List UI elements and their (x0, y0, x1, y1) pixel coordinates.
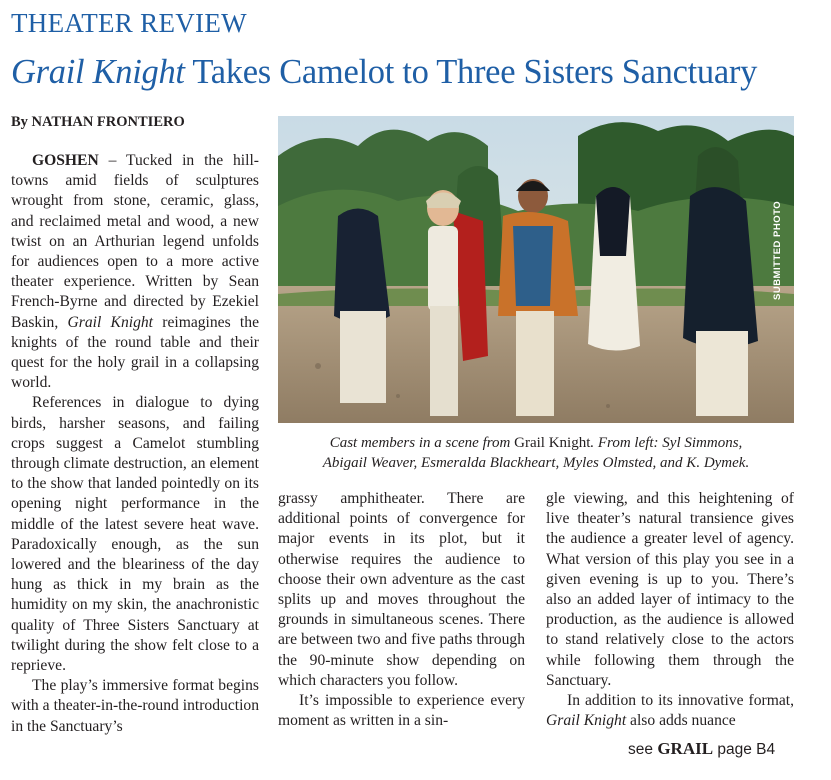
article-column-1 (11, 151, 259, 737)
jump-see: see (628, 741, 658, 758)
dateline: GOSHEN (32, 152, 99, 169)
caption-line-1-rest: . From left: Syl Simmons, (590, 435, 743, 451)
jump-line[interactable] (628, 739, 775, 760)
jump-page: page B4 (713, 741, 776, 758)
paragraph-1 (11, 151, 259, 393)
paragraph-5-end: also adds nuance (626, 712, 736, 730)
jump-word: GRAIL (657, 739, 714, 758)
headline-rest: Takes Camelot to Three Sisters Sanctuary (184, 53, 758, 91)
paragraph-2: References in dialogue to dying birds, harsher seasons, and failing crops suggest a Camelot stumbling through climate destruction, an element to the show that landed pointedly on its opening night performance in the middle of the latest severe heat wave. Paradoxically enough, as the sun lowered and the bleariness of the day hung as thick in my brain as the humidity on my skin, the anachronistic quality of Three Sisters Sanctuary at twilight during the show felt close to a reprieve. (11, 394, 259, 675)
cast-photo (278, 116, 794, 423)
paragraph-5 (546, 691, 794, 731)
paragraph-3-continued: grassy amphitheater. There are additional points of convergence for major events in its plot, but it otherwise requires the audience to choose their own adventure as the cast splits up and moves throughout the grounds in simultaneous scenes. There are between two and five paths through the 90-minute show depending on which characters you follow. (278, 490, 525, 689)
paragraph-5-pre: In addition to its innovative format, (567, 692, 794, 710)
paragraph-4-start: It’s impossible to experience every moment as written in a sin- (278, 692, 525, 730)
show-title-italic: Grail Knight (67, 313, 153, 331)
photo-credit: SUBMITTED PHOTO (772, 200, 783, 300)
headline-title-italic: Grail Knight (11, 53, 185, 91)
headline (11, 50, 757, 94)
article-column-2 (278, 489, 525, 731)
caption-pre: Cast members in a scene from (329, 435, 515, 451)
byline: By NATHAN FRONTIERO (11, 114, 185, 130)
paragraph-4-continued: gle viewing, and this heightening of live theater’s natural transience gives the audience a greater level of agency. What version of this play you see in a given evening is up to you. There’s also an added layer of intimacy to the production, as the audience is allowed to stand relatively close to the actors while following them through the Sanctuary. (546, 490, 794, 689)
paragraph-1-end: reimagines the knights of the round table and their quest for the holy grail in a collapsing world. (11, 313, 259, 392)
caption-line-2: Abigail Weaver, Esmeralda Blackheart, Myles Olmsted, and K. Dymek. (322, 455, 750, 471)
paragraph-5-title: Grail Knight (546, 712, 627, 730)
section-label: THEATER REVIEW (11, 8, 247, 38)
paragraph-3-start: The play’s immersive format begins with a theater-in-the-round introduction in the Sanctuary’s (11, 677, 259, 735)
caption-show-title: Grail Knight (514, 435, 591, 451)
photo-caption (280, 433, 792, 473)
cast-photo-illustration (278, 116, 794, 423)
paragraph-1-text: – Tucked in the hill-towns amid fields of sculptures wrought from stone, ceramic, glass, and reclaimed metal and wood, a new twist on an Arthurian legend unfolds for audiences open to a more active theater experience. Written by Sean French-Byrne and directed by Ezekiel Baskin, (11, 152, 259, 331)
article-column-3 (546, 489, 794, 731)
